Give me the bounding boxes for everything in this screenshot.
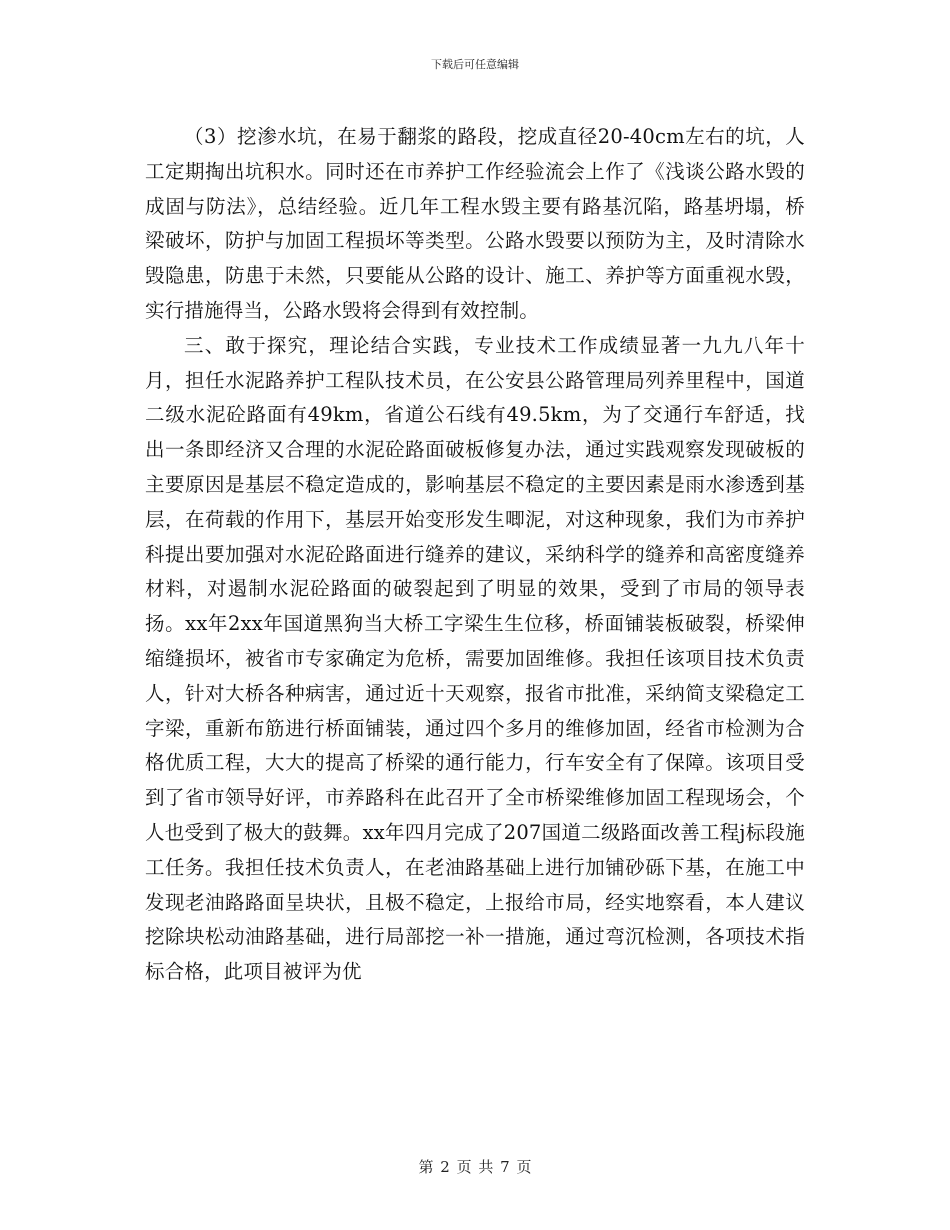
page-number-footer: 第 2 页 共 7 页 bbox=[418, 1158, 532, 1176]
document-body bbox=[145, 120, 805, 990]
page-header: 下载后可任意编辑 bbox=[431, 58, 519, 71]
paragraph-2: 三、敢于探究，理论结合实践，专业技术工作成绩显著一九九八年十月，担任水泥路养护工程队技术员，在公安县公路管理局列养里程中，国道二级水泥砼路面有49km，省道公石线有49.5km，为了交通行车舒适，找出一条即经济又合理的水泥砼路面破板修复办法，通过实践观察发现破板的主要原因是基层不稳定造成的，影响基层不稳定的主要因素是雨水渗透到基层，在荷载的作用下，基层开始变形发生唧泥，对这种现象，我们为市养护科提出要加强对水泥砼路面进行缝养的建议，采纳科学的缝养和高密度缝养材料，对遏制水泥砼路面的破裂起到了明显的效果，受到了市局的领导表扬。xx年2xx年国道黑狗当大桥工字梁生生位移，桥面铺装板破裂，桥梁伸缩缝损坏，被省市专家确定为危桥，需要加固维修。我担任该项目技术负责人，针对大桥各种病害，通过近十天观察，报省市批准，采纳简支梁稳定工字梁，重新布筋进行桥面铺装，通过四个多月的维修加固，经省市检测为合格优质工程，大大的提高了桥梁的通行能力，行车安全有了保障。该项目受到了省市领导好评，市养路科在此召开了全市桥梁维修加固工程现场会，个人也受到了极大的鼓舞。xx年四月完成了207国道二级路面改善工程j标段施工任务。我担任技术负责人，在老油路基础上进行加铺砂砾下基，在施工中发现老油路路面呈块状，且极不稳定，上报给市局，经实地察看，本人建议挖除块松动油路基础，进行局部挖一补一措施，通过弯沉检测，各项技术指标合格，此项目被评为优 bbox=[145, 333, 805, 984]
paragraph-1: （3）挖渗水坑，在易于翻浆的路段，挖成直径20-40cm左右的坑，人工定期掏出坑积水。同时还在市养护工作经验流会上作了《浅谈公路水毁的成固与防法》，总结经验。近几年工程水毁主要有路基沉陷，路基坍塌，桥梁破坏，防护与加固工程损坏等类型。公路水毁要以预防为主，及时清除水毁隐患，防患于未然，只要能从公路的设计、施工、养护等方面重视水毁，实行措施得当，公路水毁将会得到有效控制。 bbox=[145, 125, 805, 322]
